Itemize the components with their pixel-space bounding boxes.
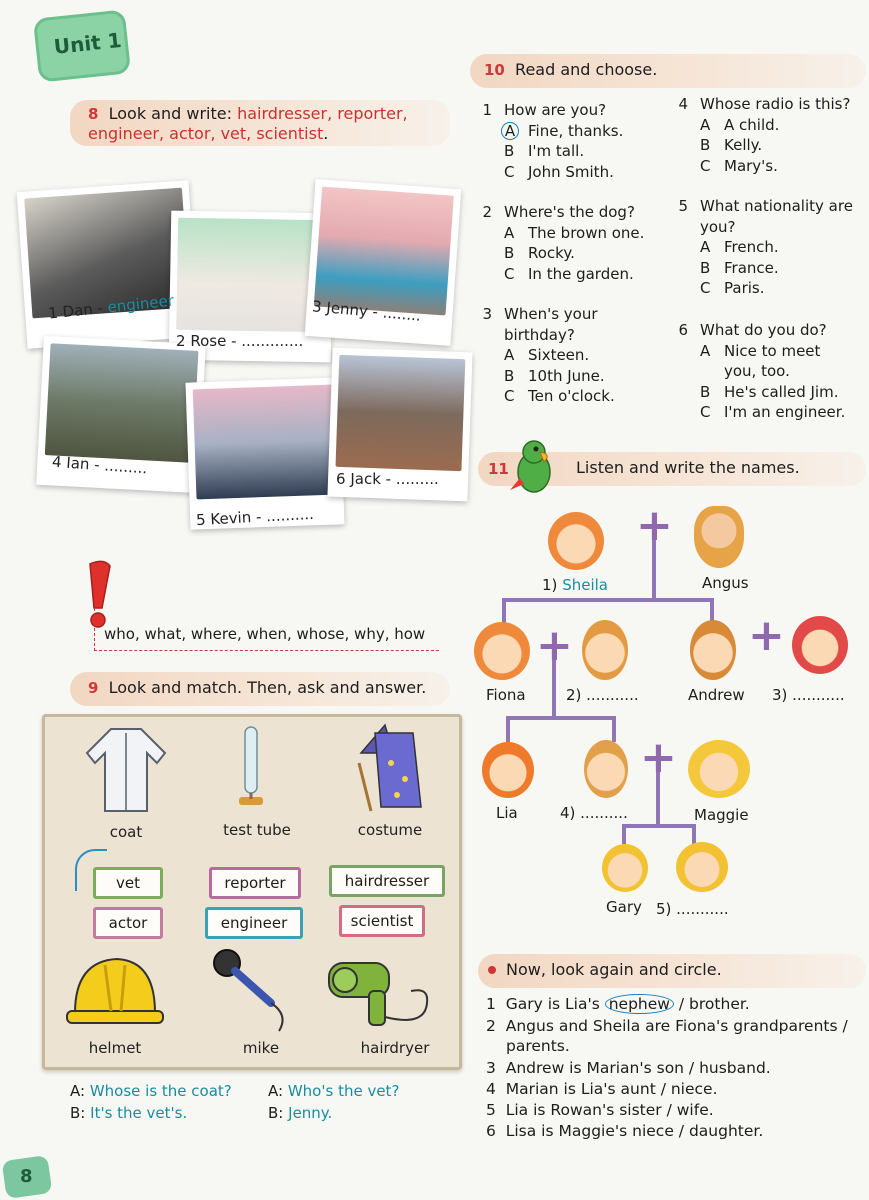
q3-letter-c: C: [504, 387, 515, 405]
caption-rose-name: Rose -: [190, 332, 237, 350]
face-person-2: [582, 620, 628, 680]
microphone-icon: [209, 945, 299, 1035]
caption-rose-num: 2: [176, 332, 186, 350]
name-blank-5: 5) ...........: [656, 900, 729, 918]
tag-scientist: scientist: [339, 905, 425, 937]
q4-num: 4: [678, 95, 688, 113]
ex8-title-prefix: Look and write:: [108, 104, 238, 123]
ex11-number: 11: [488, 460, 509, 478]
tree-line-8: [612, 716, 616, 742]
dialog-2-b: [268, 1104, 332, 1122]
sentence-3-num: 3: [486, 1059, 496, 1077]
q4-opt-b: Kelly.: [724, 136, 763, 154]
q5-letter-a: A: [700, 238, 711, 256]
ex9-title: [88, 678, 426, 697]
caption-jack-num: 6: [336, 470, 346, 488]
plus-icon-2: +: [536, 620, 573, 671]
face-person-4: [584, 740, 628, 798]
name-sheila: [542, 576, 608, 594]
q1-circle-a[interactable]: A: [501, 122, 519, 140]
sentence-4-text: Marian is Lia's aunt / niece.: [505, 1080, 718, 1098]
q2-letter-c: C: [504, 264, 515, 283]
ex10-q5: [674, 196, 853, 299]
face-maggie: [688, 740, 750, 798]
dialog-1-b: [70, 1104, 187, 1122]
q1-num: 1: [482, 101, 492, 119]
q3-text-2: birthday?: [504, 325, 575, 344]
sentence-1-before: Gary is Lia's: [505, 995, 605, 1013]
dialog-2-b-speaker: B:: [268, 1104, 284, 1122]
ex9-board: [42, 714, 462, 1070]
plus-icon-4: +: [640, 732, 677, 783]
caption-jack-name: Jack -: [350, 470, 392, 488]
label-coat: coat: [109, 823, 143, 841]
sentence-2-cont: parents.: [506, 1037, 570, 1055]
circle-task-bullet: [488, 966, 496, 974]
q6-num: 6: [678, 321, 688, 339]
q4-letter-a: A: [700, 115, 711, 134]
circle-task-title: Now, look again and circle.: [506, 960, 722, 979]
name-blank-3: 3) ...........: [772, 686, 845, 704]
q5-letter-b: B: [700, 258, 711, 277]
caption-kevin-name: Kevin -: [209, 507, 262, 529]
q3-letter-b: B: [504, 366, 515, 385]
tree-line-12: [692, 824, 696, 844]
tree-line-3: [502, 598, 506, 624]
face-gary: [602, 844, 648, 892]
sentence-1-num: 1: [486, 995, 496, 1013]
q6-opt-a-2: you, too.: [724, 362, 790, 380]
q3-opt-b: 10th June.: [528, 366, 605, 385]
q5-opt-c: Paris.: [724, 279, 765, 297]
caption-jenny-num: 3: [311, 297, 323, 317]
q6-text: What do you do?: [700, 321, 827, 339]
caption-kevin-num: 5: [195, 510, 207, 530]
q5-text-2: you?: [700, 217, 736, 236]
name-blank-4: 4) ..........: [560, 804, 628, 822]
q4-letter-c: C: [700, 156, 711, 175]
name-lia: Lia: [496, 804, 518, 822]
tag-hairdresser: hairdresser: [329, 865, 445, 897]
name-sheila-num: 1): [542, 576, 558, 594]
test-tube-icon: [231, 723, 271, 815]
sentence-5-text: Lia is Rowan's sister / wife.: [505, 1101, 714, 1119]
sentence-1-circled[interactable]: nephew: [605, 994, 674, 1014]
q1-letter-b: B: [504, 142, 515, 160]
ex9-number: 9: [88, 679, 99, 697]
tag-engineer: engineer: [205, 907, 303, 939]
caption-rose-answer: .............: [241, 332, 304, 350]
q6-opt-c: I'm an engineer.: [724, 403, 846, 421]
caption-ian-name: Ian -: [65, 453, 101, 474]
q2-opt-b: Rocky.: [528, 244, 575, 262]
face-sheila: [548, 512, 604, 570]
q3-letter-a: A: [504, 346, 515, 364]
ex8-title: [88, 104, 448, 144]
costume-icon: [341, 723, 431, 815]
ex8-period: .: [323, 124, 329, 143]
tag-reporter: reporter: [209, 867, 301, 899]
tree-line-7: [506, 716, 510, 742]
q1-text: How are you?: [504, 101, 607, 119]
ex11-title: Listen and write the names.: [576, 458, 800, 477]
q5-opt-a: French.: [724, 238, 779, 256]
q6-letter-a: A: [700, 341, 711, 360]
face-andrew: [690, 620, 736, 680]
q3-opt-a: Sixteen.: [528, 346, 590, 364]
name-sheila-answer: Sheila: [562, 576, 608, 594]
sentence-6: [486, 1121, 866, 1142]
q3-text-1: When's your: [504, 305, 598, 323]
q2-num: 2: [482, 203, 492, 221]
q6-letter-c: C: [700, 403, 711, 421]
sentence-4: [486, 1079, 866, 1100]
sentence-2-num: 2: [486, 1017, 496, 1035]
name-blank-2: 2) ...........: [566, 686, 639, 704]
name-gary: Gary: [606, 898, 642, 916]
ex8-words-line2: engineer, actor, vet, scientist: [88, 124, 324, 143]
ex8-words-line1: hairdresser, reporter,: [237, 104, 408, 123]
tag-actor: actor: [93, 907, 163, 939]
dialog-1-b-speaker: B:: [70, 1104, 86, 1122]
q2-text: Where's the dog?: [504, 203, 635, 221]
tree-line-11: [622, 824, 626, 844]
q1-letter-c: C: [504, 162, 515, 181]
q2-opt-c: In the garden.: [528, 264, 634, 283]
caption-kevin-answer: ..........: [265, 504, 315, 526]
label-helmet: helmet: [88, 1039, 142, 1057]
ex8-number: 8: [88, 105, 99, 123]
q6-opt-b: He's called Jim.: [724, 382, 839, 401]
q4-letter-b: B: [700, 136, 711, 154]
sentence-4-num: 4: [486, 1080, 496, 1098]
label-test-tube: test tube: [223, 821, 291, 839]
plus-icon-3: +: [748, 610, 785, 661]
ex10-title: [484, 60, 657, 79]
name-maggie: Maggie: [694, 806, 749, 824]
unit-badge: [33, 9, 131, 82]
q2-letter-a: A: [504, 223, 515, 242]
dialog-1-a: [70, 1082, 232, 1100]
helmet-icon: [65, 951, 165, 1031]
sentence-2: [486, 1016, 866, 1037]
name-fiona: Fiona: [486, 686, 526, 704]
dialog-1-a-speaker: A:: [70, 1082, 86, 1100]
caption-rose: [176, 332, 303, 350]
coat-icon: [81, 723, 171, 815]
photo-kevin-image: [193, 385, 337, 500]
tree-line-6: [506, 716, 616, 720]
caption-dan-name: Dan -: [61, 298, 104, 322]
page-number: 8: [20, 1166, 33, 1187]
name-angus: Angus: [702, 574, 749, 592]
dialog-1-a-text: Whose is the coat?: [89, 1082, 232, 1100]
photo-rose-image: [176, 218, 326, 333]
ex10-number: 10: [484, 61, 505, 79]
q1-opt-c: John Smith.: [528, 162, 614, 181]
ex10-q4: [674, 94, 850, 176]
label-mike: mike: [242, 1039, 280, 1057]
caption-jenny-answer: ........: [381, 303, 422, 325]
q1-opt-b: I'm tall.: [528, 142, 585, 160]
q1-opt-a: Fine, thanks.: [528, 121, 624, 140]
photo-ian-image: [45, 343, 199, 463]
question-words: who, what, where, when, whose, why, how: [104, 625, 426, 643]
q5-letter-c: C: [700, 279, 711, 297]
photo-jack-image: [335, 355, 465, 471]
dialog-1-b-text: It's the vet's.: [90, 1104, 188, 1122]
caption-dan-num: 1: [47, 303, 59, 323]
match-line: [75, 849, 107, 891]
ex10-q2: [478, 202, 644, 284]
ex10-q3: [478, 304, 615, 407]
face-person-3: [792, 616, 848, 674]
parrot-icon: [506, 438, 562, 496]
dialog-2-a-speaker: A:: [268, 1082, 284, 1100]
caption-ian-num: 4: [51, 452, 63, 472]
q6-opt-a-1: Nice to meet: [724, 341, 821, 360]
ex10-q1: [478, 100, 623, 182]
unit-label: Unit 1: [52, 27, 123, 59]
q5-opt-b: France.: [724, 258, 779, 277]
sentence-2-text: Angus and Sheila are Fiona's grandparents /: [505, 1017, 848, 1035]
tree-line-10: [622, 824, 696, 828]
caption-jenny-name: Jenny -: [325, 298, 379, 321]
q6-letter-b: B: [700, 382, 711, 401]
q5-num: 5: [678, 197, 688, 215]
caption-ian-answer: .........: [103, 456, 148, 478]
sentence-5: [486, 1100, 866, 1121]
tag-vet: vet: [93, 867, 163, 899]
q4-opt-c: Mary's.: [724, 156, 778, 175]
caption-jack: [336, 470, 439, 488]
face-fiona: [474, 622, 530, 680]
hairdryer-icon: [315, 947, 445, 1037]
sentence-6-num: 6: [486, 1122, 496, 1140]
face-angus: [694, 506, 744, 568]
q5-text-1: What nationality are: [700, 197, 853, 215]
sentence-6-text: Lisa is Maggie's niece / daughter.: [505, 1122, 764, 1140]
photo-jenny-image: [314, 187, 454, 316]
q2-opt-a: The brown one.: [528, 223, 645, 242]
q4-text: Whose radio is this?: [700, 95, 851, 113]
ex10-title-text: Read and choose.: [515, 60, 658, 79]
tree-line-2: [502, 598, 714, 602]
face-lia: [482, 742, 534, 798]
sentence-1: [486, 994, 866, 1015]
q3-num: 3: [482, 305, 492, 323]
dialog-2-a-text: Who's the vet?: [287, 1082, 400, 1100]
caption-jack-answer: .........: [395, 470, 439, 488]
sentence-5-num: 5: [486, 1101, 496, 1119]
dialog-2-b-text: Jenny.: [288, 1104, 333, 1122]
sentence-1-after: / brother.: [673, 995, 750, 1013]
dialog-2-a: [268, 1082, 399, 1100]
plus-icon-1: +: [636, 500, 673, 551]
q3-opt-c: Ten o'clock.: [528, 387, 615, 405]
q2-letter-b: B: [504, 244, 515, 262]
ex10-q6: [674, 320, 845, 423]
label-costume: costume: [357, 821, 423, 839]
q4-opt-a: A child.: [724, 115, 780, 134]
face-person-5: [676, 842, 728, 892]
sentence-3-text: Andrew is Marian's son / husband.: [505, 1059, 771, 1077]
ex9-title-text: Look and match. Then, ask and answer.: [108, 678, 427, 697]
name-andrew: Andrew: [688, 686, 745, 704]
label-hairdryer: hairdryer: [360, 1039, 430, 1057]
sentence-3: [486, 1058, 866, 1079]
caption-dan-answer: engineer: [106, 291, 175, 317]
